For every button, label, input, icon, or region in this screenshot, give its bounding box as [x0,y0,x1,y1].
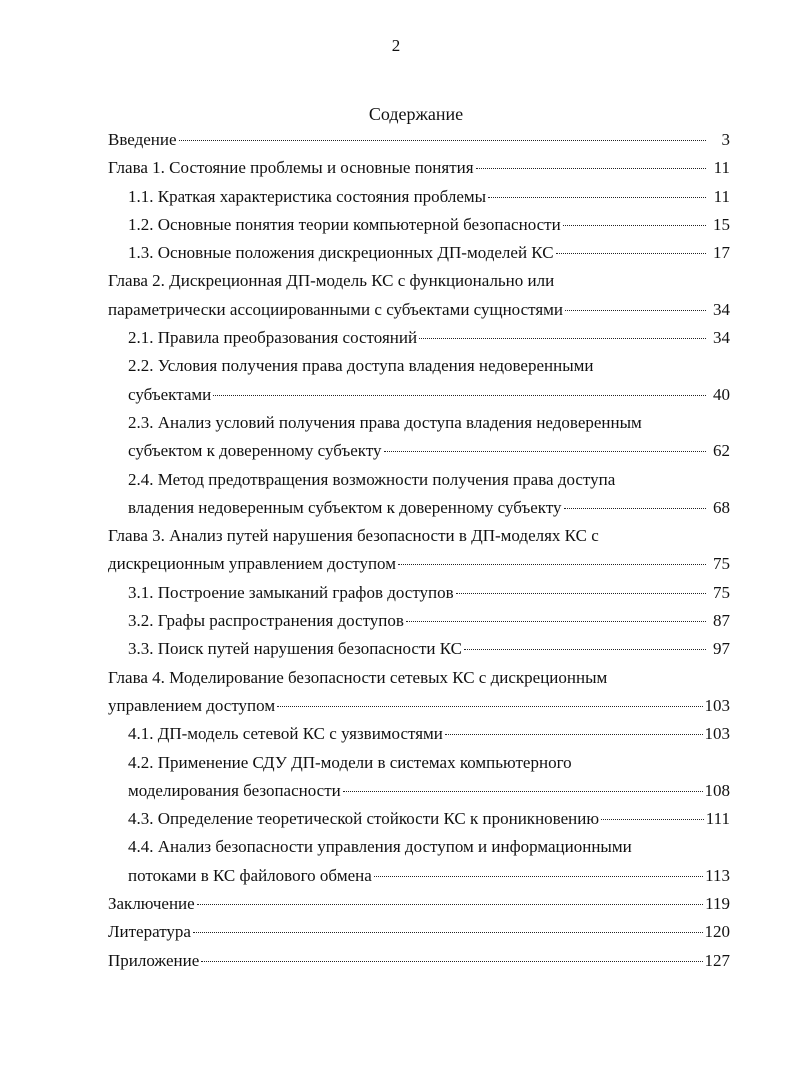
dot-leader [343,791,703,792]
toc-entry-page: 34 [713,328,730,348]
toc-entry-page: 34 [713,299,730,319]
toc-entry-page: 11 [713,158,730,178]
toc-entry-line [128,494,730,522]
toc-entry [108,126,730,154]
toc-entry [108,239,730,267]
dot-leader [193,932,703,933]
toc-entry [108,324,730,352]
toc-entry-title-line: 2.4. Метод предотвращения возможности получения права доступа [128,469,616,489]
toc-entry-title: владения недоверенным субъектом к доверенному субъекту [128,497,562,517]
toc-entry [108,833,730,890]
dot-leader [384,451,706,452]
toc-entry-page: 103 [704,695,730,715]
toc-entry-page: 75 [713,554,730,574]
toc-entry [108,267,730,324]
toc-entry-title: дискреционным управлением доступом [108,554,396,574]
dot-leader [488,197,706,198]
toc-entry-page: 127 [704,950,730,970]
toc-entry-page: 3 [721,130,730,149]
toc-entry-title: 3.2. Графы распространения доступов [128,611,404,631]
toc-entry [108,154,730,182]
toc-entry-page: 68 [713,497,730,517]
dot-leader [564,508,706,509]
toc-entry-title: Введение [108,130,177,149]
toc-entry [108,522,730,579]
toc-entry-page: 113 [705,865,730,885]
toc-entry [108,409,730,466]
toc-entry-line [128,381,730,409]
toc-entry [108,805,730,833]
toc-entry-line [128,777,730,805]
dot-leader [374,876,703,877]
toc-entry-title-line: Глава 4. Моделирование безопасности сетевых КС с дискреционным [108,667,608,687]
toc-entry-page: 15 [713,214,730,234]
toc-entry-line [128,437,730,465]
toc-entry-page: 97 [713,639,730,659]
toc-entry-title-line: 2.3. Анализ условий получения права доступа владения недоверенным [128,412,642,432]
toc-entry-line [128,607,730,635]
toc-entry-page: 62 [713,441,730,461]
toc-entry-title: 1.1. Краткая характеристика состояния проблемы [128,186,487,206]
toc-entry-line [108,296,730,324]
toc-entry-title-line: Глава 3. Анализ путей нарушения безопасности в ДП-моделях КС с [108,526,599,546]
dot-leader [464,649,706,650]
toc-entry-title: управлением доступом [108,695,276,715]
dot-leader [201,961,702,962]
toc-entry-title: 3.1. Построение замыканий графов доступов [128,582,454,602]
toc-entry-line [128,183,730,211]
toc-entry [108,607,730,635]
toc-entry-title-line: 4.2. Применение СДУ ДП-модели в системах компьютерного [128,752,572,772]
toc-entry-line [108,692,730,720]
toc-entry-page: 40 [713,384,730,404]
page-number: 2 [391,36,401,55]
toc-entry [108,720,730,748]
toc-entry-title: Литература [108,922,191,942]
dot-leader [213,395,706,396]
toc-entry-page: 103 [704,724,730,744]
toc-entry-line [108,947,730,975]
toc-entry-page: 108 [704,780,730,800]
toc-entry [108,466,730,523]
toc-entry-title-line: Глава 2. Дискреционная ДП-модель КС с функционально или [108,271,555,291]
dot-leader [556,253,706,254]
toc-entry-page: 111 [705,809,730,829]
toc-entry-line [128,720,730,748]
toc-title: Содержание [368,104,464,124]
dot-leader [406,621,706,622]
toc-entry-title: Глава 1. Состояние проблемы и основные понятия [108,158,474,178]
toc-entry-title: Заключение [108,894,195,914]
dot-leader [179,140,706,141]
toc-entry [108,352,730,409]
table-of-contents [108,126,730,975]
toc-entry-title: параметрически ассоциированными с субъектами сущностями [108,299,564,319]
toc-entry-page: 120 [704,922,730,942]
dot-leader [563,225,706,226]
toc-entry-page: 17 [713,243,730,263]
toc-entry-title: потоками в КС файлового обмена [128,865,372,885]
dot-leader [456,593,706,594]
toc-entry-title: субъектами [128,384,212,404]
toc-entry-title: субъектом к доверенному субъекту [128,441,382,461]
toc-entry-title: 1.3. Основные положения дискреционных ДП-моделей КС [128,243,554,263]
toc-entry-line [108,126,730,154]
dot-leader [445,734,703,735]
toc-entry-line [128,805,730,833]
toc-entry-page: 75 [713,582,730,602]
toc-entry-title: Приложение [108,950,200,970]
toc-entry-line [128,635,730,663]
toc-entry-line [108,918,730,946]
toc-entry-line [128,579,730,607]
dot-leader [601,819,704,820]
toc-entry-line [128,862,730,890]
toc-entry [108,635,730,663]
toc-entry-page: 87 [713,611,730,631]
toc-entry-title: моделирования безопасности [128,780,341,800]
toc-entry [108,947,730,975]
toc-entry-title: 4.3. Определение теоретической стойкости КС к проникновению [128,809,600,829]
dot-leader [419,338,706,339]
toc-entry-title-line: 4.4. Анализ безопасности управления доступом и информационными [128,837,632,857]
toc-entry-title: 2.1. Правила преобразования состояний [128,328,418,348]
toc-entry-line [108,890,730,918]
toc-entry [108,579,730,607]
toc-entry [108,664,730,721]
toc-entry-title: 3.3. Поиск путей нарушения безопасности КС [128,639,462,659]
toc-entry-line [128,211,730,239]
toc-entry [108,183,730,211]
dot-leader [277,706,702,707]
toc-entry-page: 119 [705,894,730,914]
toc-entry-line [128,324,730,352]
toc-entry-title-line: 2.2. Условия получения права доступа владения недоверенными [128,356,594,376]
toc-entry-line [108,550,730,578]
toc-entry [108,211,730,239]
toc-entry-line [128,239,730,267]
dot-leader [398,564,706,565]
dot-leader [565,310,706,311]
toc-entry-line [108,154,730,182]
toc-entry-page: 11 [713,186,730,206]
toc-entry-title: 1.2. Основные понятия теории компьютерной безопасности [128,214,561,234]
dot-leader [476,168,706,169]
toc-entry [108,749,730,806]
toc-entry [108,918,730,946]
toc-entry-title: 4.1. ДП-модель сетевой КС с уязвимостями [128,724,443,744]
dot-leader [197,904,703,905]
toc-entry [108,890,730,918]
